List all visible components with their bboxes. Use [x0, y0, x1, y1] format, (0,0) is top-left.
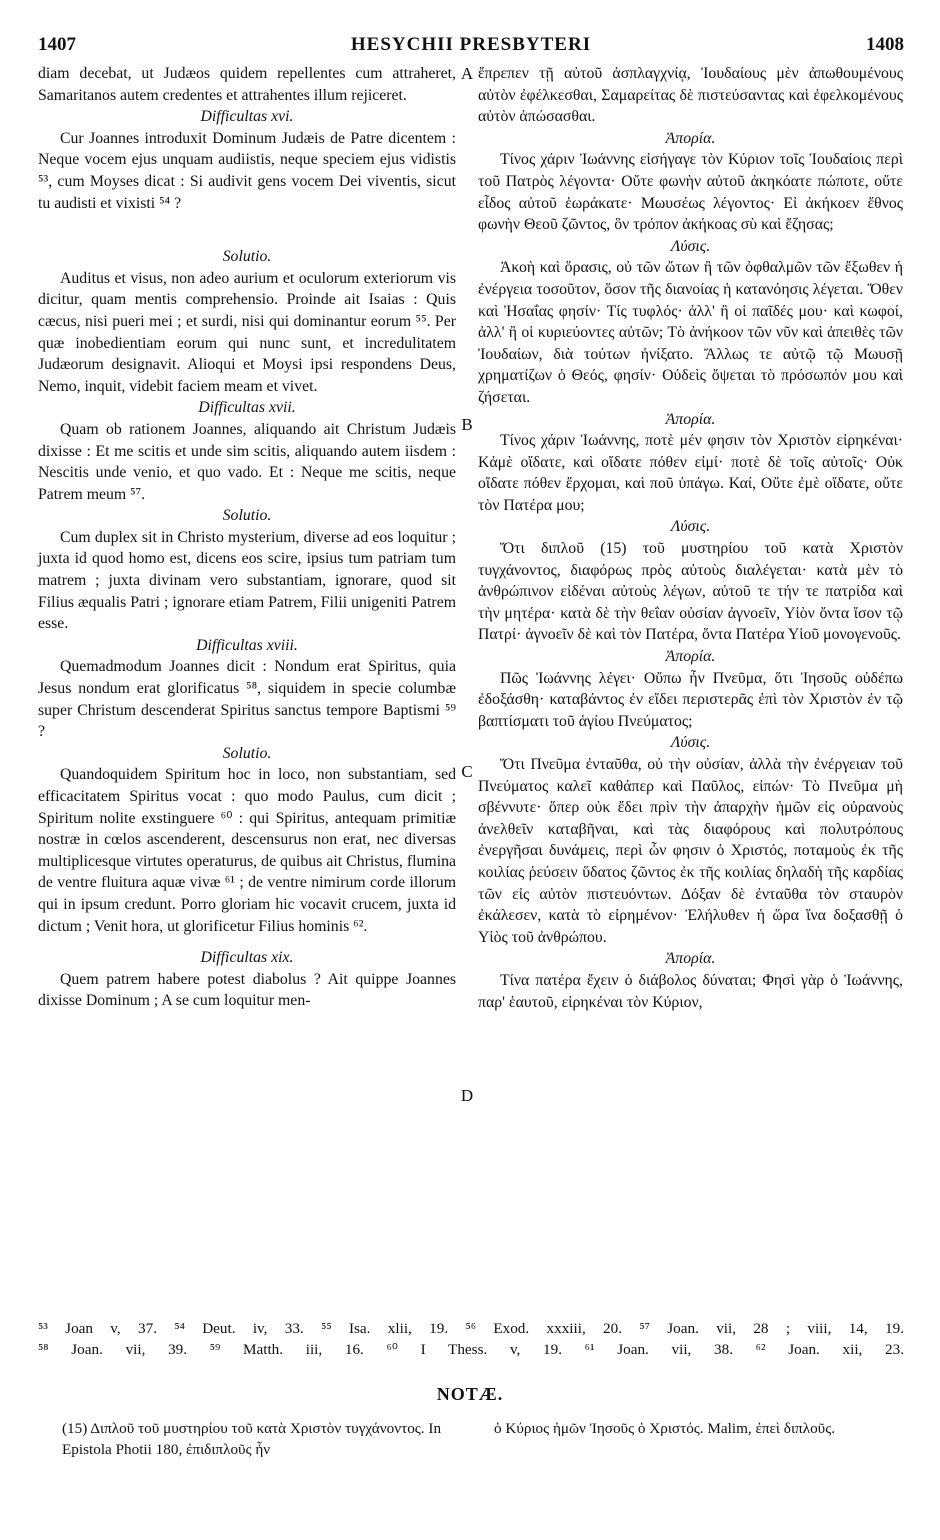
greek-paragraph: ἔπρεπεν τῇ αὐτοῦ ἀσπλαγχνίᾳ, Ἰουδαίους μὲν ἀπωθουμένους αὐτὸν ἐφέλκεσθαι, Σαμαρείτας δὲ πιστεύσαντας καὶ ἐφελκομένους αὐτὸν ἀπώσασθαι. [478, 65, 903, 126]
column-marker-b: B [461, 415, 473, 434]
note-text-right: ὁ Κύριος ἡμῶν Ἰησοῦς ὁ Χριστός. Malim, ἐπεὶ διπλοῦς. [494, 1420, 835, 1437]
column-marker-a: A [460, 64, 474, 83]
latin-heading: Solutio. [222, 507, 272, 525]
latin-heading: Difficultas xviii. [196, 636, 298, 654]
column-marker-d: D [460, 1086, 474, 1105]
latin-heading: Difficultas xix. [200, 949, 294, 967]
running-title: HESYCHII PRESBYTERI [350, 34, 592, 55]
latin-paragraph: Auditus et visus, non adeo aurium et oculorum exteriorum vis dicitur, quam mentis comprehensio. Proinde ait Isaias : Quis cæcus, nisi pueri mei ; et surdi, nisi qui dominantur eorum ⁵⁵. Per quæ inobedientiam eorum qui nunc sunt, et incredulitatem Judæorum designavit. Alioqui et Moysi ipsi respondens Deus, Nemo, inquit, videbit faciem meam et vivet. [38, 269, 456, 395]
greek-paragraph: Ἀκοὴ καὶ ὅρασις, οὐ τῶν ὤτων ἢ τῶν ὀφθαλμῶν τῶν ἔξωθεν ἡ ἐνέργεια τοσοῦτον, ὅσον τῆς διανοίας ἡ κατανόησις λέγεται. Ὅθεν καὶ Ἠσαΐας φησίν· Τίς τυφλός· ἀλλ' ἢ οἱ παῖδές μου· καὶ κωφοί, ἀλλ' ἢ οἱ κυριεύοντες αὐτῶν; Τὸ ἀνήκοον τῶν νῦν καὶ ἀπειθὲς τῶν Ἰουδαίων, διὰ τούτων ἠνίξατο. Ἄλλως τε αὐτῷ τῷ Μωυσῇ χρηματίζων ὁ Θεός, φησίν· Οὐδεὶς ὄψεται τὸ πρόσωπόν μου καὶ ζήσεται. [478, 259, 903, 406]
column-marker-c: C [461, 762, 473, 781]
latin-paragraph: Quem patrem habere potest diabolus ? Ait quippe Joannes dixisse Dominum ; A se cum loquitur men- [38, 970, 456, 1010]
latin-heading: Difficultas xvi. [200, 108, 294, 126]
latin-paragraph: Cur Joannes introduxit Dominum Judæis de Patre dicentem : Neque vocem ejus unquam audiistis, neque speciem ejus vidistis ⁵³, cum Moyses dicat : Si audivit gens vocem Dei viventis, sicut tu audisti et vixisti ⁵⁴ ? [38, 129, 456, 212]
greek-column [478, 63, 903, 1013]
latin-paragraph: Quemadmodum Joannes dicit : Nondum erat Spiritus, quia Jesus nondum erat glorificatus ⁵⁸, siquidem in specie columbæ super Christum descenderat Spiritus sanctus tempore Baptismi ⁵⁹ ? [38, 658, 456, 741]
footnote-line: ⁵³ Joan v, 37. ⁵⁴ Deut. iv, 33. ⁵⁵ Isa. xlii, 19. ⁵⁶ Exod. xxxiii, 20. ⁵⁷ Joan. vii, 28 ; viii, 14, 19. [38, 1320, 904, 1337]
latin-column [38, 63, 456, 1012]
greek-paragraph: Τίνος χάριν Ἰωάννης, ποτὲ μέν φησιν τὸν Χριστὸν εἰρηκέναι· Κἀμὲ οἴδατε, καὶ οἴδατε πόθεν εἰμί· ποτὲ δὲ τοῖς αὐτοῖς· Οὐκ οἴδατε πόθεν ἔρχομαι, καὶ ποῦ ὑπάγω. Καί, Οὔτε ἐμὲ οἴδατε, οὔτε τὸν Πατέρα μου; [478, 432, 903, 514]
latin-paragraph: Quandoquidem Spiritum hoc in loco, non substantiam, sed efficacitatem Spiritus vocat : quo modo Paulus, cum dicit ; Spiritum nolite exstinguere ⁶⁰ : qui Spiritus, antequam primitiæ nostræ in cœlos ascenderent, descensurus non erat, nec diversas multiplicesque virtutes operaturus, de quibus ait Christus, flumina de ventre fluitura aquæ vivæ ⁶¹ ; de ventre nimirum corde illorum qui in ipsum credunt. Porro gloriam hic vocavit crucem, juxta id dictum ; Venit hora, ut glorificetur Filius hominis ⁶². [38, 766, 456, 935]
notes-heading: NOTÆ. [436, 1384, 504, 1404]
latin-heading: Difficultas xvii. [198, 399, 296, 417]
page-header [38, 34, 904, 60]
page-number-right: 1408 [866, 34, 904, 55]
greek-paragraph: Πῶς Ἰωάννης λέγει· Οὔπω ἦν Πνεῦμα, ὅτι Ἰησοῦς οὐδέπω ἐδοξάσθη· καταβάντος ἐν εἴδει περιστερᾶς ἐπὶ τὸν Χριστὸν ἐν τῷ βαπτίσματι τοῦ ἁγίου Πνεύματος; [478, 669, 903, 730]
greek-heading: Λύσις. [670, 518, 711, 536]
note-text-left: (15) Διπλοῦ τοῦ μυστηρίου τοῦ κατὰ Χριστὸν τυγχάνοντος. In Epistola Photii 180, ἐπιδιπλοῦς ἦν [62, 1420, 442, 1458]
scripture-footnotes [38, 1318, 904, 1360]
greek-heading: Λύσις. [670, 237, 711, 255]
latin-paragraph: diam decebat, ut Judæos quidem repellentes cum attraheret, Samaritanos autem credentes et attrahentes illum rejiceret. [38, 65, 456, 104]
latin-heading: Solutio. [222, 248, 272, 266]
greek-heading: Λύσις. [670, 734, 711, 752]
latin-paragraph: Quam ob rationem Joannes, aliquando ait Christum Judæis dixisse : Et me scitis et unde sim scitis, aliquando autem iisdem : Nescitis unde venio, et quo vado. Et : Neque me scitis, neque Patrem meum ⁵⁷. [38, 420, 456, 503]
greek-paragraph: Ὅτι Πνεῦμα ἐνταῦθα, οὐ τὴν οὐσίαν, ἀλλὰ τὴν ἐνέργειαν τοῦ Πνεύματος καλεῖ καθάπερ καὶ Παῦλος, εἰπών· Τὸ Πνεῦμα μὴ σβέννυτε· ὅπερ οὐκ ἔδει πρὶν τὴν ἀπαρχὴν ἡμῶν εἰς οὐρανοὺς ἀνελθεῖν καταβῆναι, καὶ τὰς διαφόρους καὶ πολυτρόπους ἐνεργῆσαι δυνάμεις, περὶ ὧν φησιν ὁ Χριστός, ποταμοὺς ἐκ τῆς κοιλίας ῥεύσειν ὕδατος ζῶντος ἐκ τῆς κοιλίας δηλαδὴ τῆς καρδίας τῶν εἰς αὐτὸν πιστευόντων. Δόξαν δὲ ἐνταῦθα τὸν σταυρὸν ἐκάλεσεν, κατὰ τὸ εἰρημένον· Ἐλήλυθεν ἡ ὥρα ἵνα δοξασθῇ ὁ Υἱὸς τοῦ ἀνθρώπου. [478, 756, 903, 946]
greek-heading: Ἀπορία. [665, 950, 716, 968]
greek-heading: Ἀπορία. [665, 410, 716, 428]
greek-paragraph: Τίνος χάριν Ἰωάννης εἰσήγαγε τὸν Κύριον τοῖς Ἰουδαίοις περὶ τοῦ Πατρὸς λέγοντα· Οὔτε φωνὴν αὐτοῦ ἀκηκόατε πώποτε, οὔτε εἶδος αὐτοῦ ἑωράκατε· Μωυσέως λέγοντος· Εἰ ἀκήκοεν ἔθνος φωνὴν Θεοῦ ζῶντος, ὃν τρόπον ἀκήκοας σὺ καὶ ἔζησας; [478, 151, 903, 234]
greek-heading: Ἀπορία. [665, 648, 716, 666]
latin-paragraph: Cum duplex sit in Christo mysterium, diverse ad eos loquitur ; juxta id quod homo est, dicens eos scire, ipsius tum patriam tum matrem ; juxta divinam vero substantiam, ignorare, quod sit Filius æqualis Patri ; ignorare etiam Patrem, Filii unigeniti Patrem esse. [38, 528, 456, 633]
footnote-line: ⁵⁸ Joan. vii, 39. ⁵⁹ Matth. iii, 16. ⁶⁰ I Thess. v, 19. ⁶¹ Joan. vii, 38. ⁶² Joan. xii, 23. [38, 1341, 904, 1358]
latin-heading: Solutio. [222, 744, 272, 762]
greek-heading: Ἀπορία. [665, 129, 716, 147]
greek-paragraph: Ὅτι διπλοῦ (15) τοῦ μυστηρίου τοῦ κατὰ Χριστὸν τυγχάνοντος, διαφόρως πρὸς αὐτοὺς διαλέγεται· κατὰ μὲν τὸ ἀνθρώπινον εἰδέναι αὐτοὺς λέγων, αὐτοῦ τε τήν τε πατρίδα καὶ τὴν μητέρα· κατὰ δὲ τὴν θεΐαν οὐσίαν ἀγνοεῖν, Υἱὸν ὄντα ἴσον τῷ Πατρί· ἀγνοεῖν δὲ καὶ τὸν Πατέρα, ὄντα Πατέρα Υἱοῦ μονογενοῦς. [478, 540, 903, 644]
page-number-left: 1407 [38, 34, 76, 55]
greek-paragraph: Τίνα πατέρα ἔχειν ὁ διάβολος δύναται; Φησὶ γὰρ ὁ Ἰωάννης, παρ' ἑαυτοῦ, εἰρηκέναι τὸν Κύριον, [478, 971, 903, 1011]
